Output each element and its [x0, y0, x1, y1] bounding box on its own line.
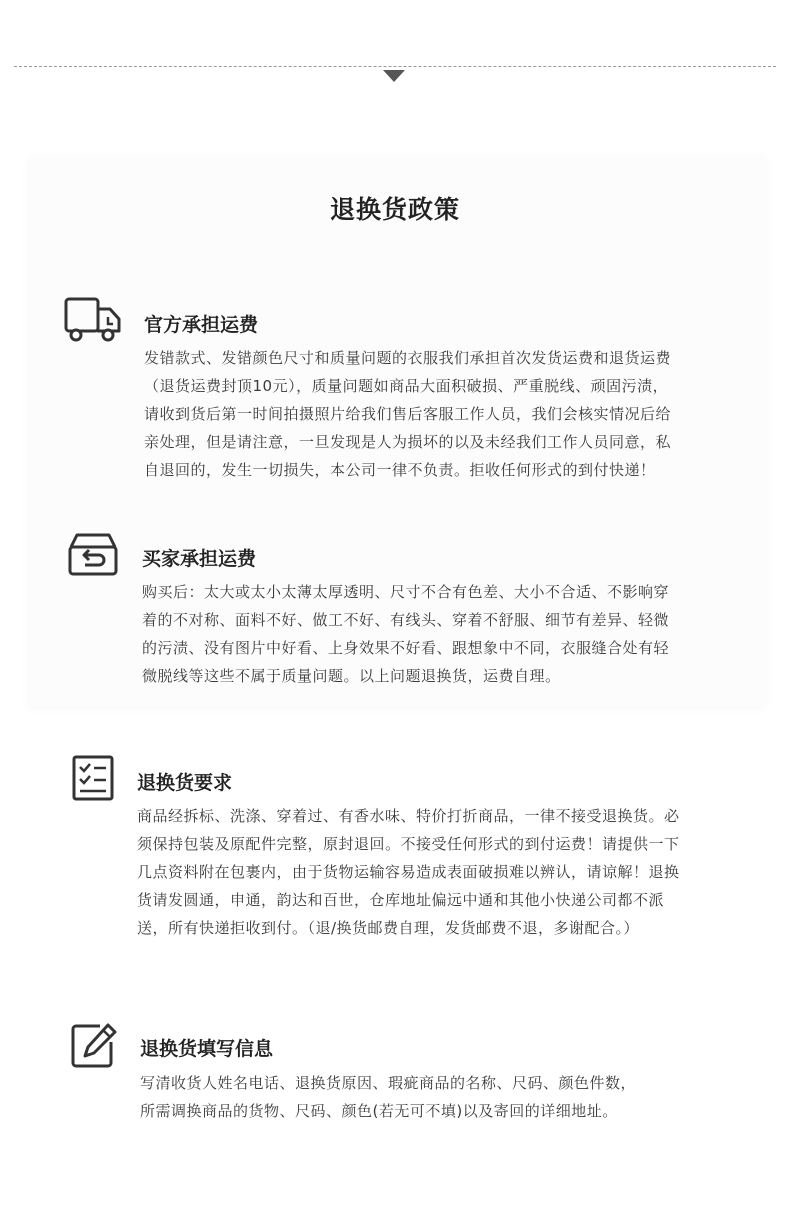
- body-line: 货请发圆通，申通，韵达和百世，仓库地址偏远中通和其他小快递公司都不派: [137, 891, 665, 909]
- return-box-icon: [67, 531, 119, 577]
- down-arrow-icon: [383, 70, 405, 82]
- body-line: 须保持包装及原配件完整，原封退回。不接受任何形式的到付运费！请提供一下: [137, 835, 680, 853]
- checklist-icon: [72, 755, 114, 801]
- section-body: [137, 802, 680, 942]
- body-line: （退货运费封顶10元），质量问题如商品大面积破损、严重脱线、顽固污渍，: [144, 377, 669, 395]
- body-line: 发错款式、发错颜色尺寸和质量问题的衣服我们承担首次发货运费和退货运费: [144, 349, 672, 367]
- page-title: 退换货政策: [329, 195, 460, 224]
- body-line: 的污渍、没有图片中好看、上身效果不好看、跟想象中不同，衣服缝合处有轻: [142, 639, 670, 657]
- body-line: 微脱线等这些不属于质量问题。以上问题退换货，运费自理。: [142, 667, 561, 685]
- body-line: 购买后：太大或太小太薄太厚透明、尺寸不合有色差、大小不合适、不影响穿: [142, 583, 670, 601]
- section-heading: 退换货要求: [137, 772, 233, 794]
- section-body: [144, 344, 671, 484]
- section-heading: 官方承担运费: [144, 314, 259, 336]
- section-body: [140, 1069, 636, 1125]
- body-line: 送，所有快递拒收到付。（退/换货邮费自理，发货邮费不退，多谢配合。）: [137, 919, 640, 937]
- edit-pen-icon: [70, 1022, 118, 1070]
- section-heading: 买家承担运费: [142, 548, 257, 570]
- body-line: 所需调换商品的货物、尺码、颜色(若无可不填)以及寄回的详细地址。: [140, 1102, 618, 1120]
- body-line: 着的不对称、面料不好、做工不好、有线头、穿着不舒服、细节有差异、轻微: [142, 611, 670, 629]
- body-line: 商品经拆标、洗涤、穿着过、有香水味、特价打折商品，一律不接受退换货。必: [137, 807, 680, 825]
- body-line: 几点资料附在包裹内，由于货物运输容易造成表面破损难以辨认，请谅解！退换: [137, 863, 680, 881]
- body-line: 自退回的，发生一切损失，本公司一律不负责。拒收任何形式的到付快递！: [144, 461, 656, 479]
- body-line: 亲处理，但是请注意，一旦发现是人为损坏的以及未经我们工作人员同意，私: [144, 433, 672, 451]
- dashed-divider: [14, 66, 776, 67]
- body-line: 写清收货人姓名电话、退换货原因、瑕疵商品的名称、尺码、颜色件数，: [140, 1074, 637, 1092]
- body-line: 请收到货后第一时间拍摄照片给我们售后客服工作人员，我们会核实情况后给: [144, 405, 672, 423]
- section-body: [142, 578, 669, 690]
- section-heading: 退换货填写信息: [140, 1038, 274, 1060]
- delivery-truck-icon: [64, 297, 122, 343]
